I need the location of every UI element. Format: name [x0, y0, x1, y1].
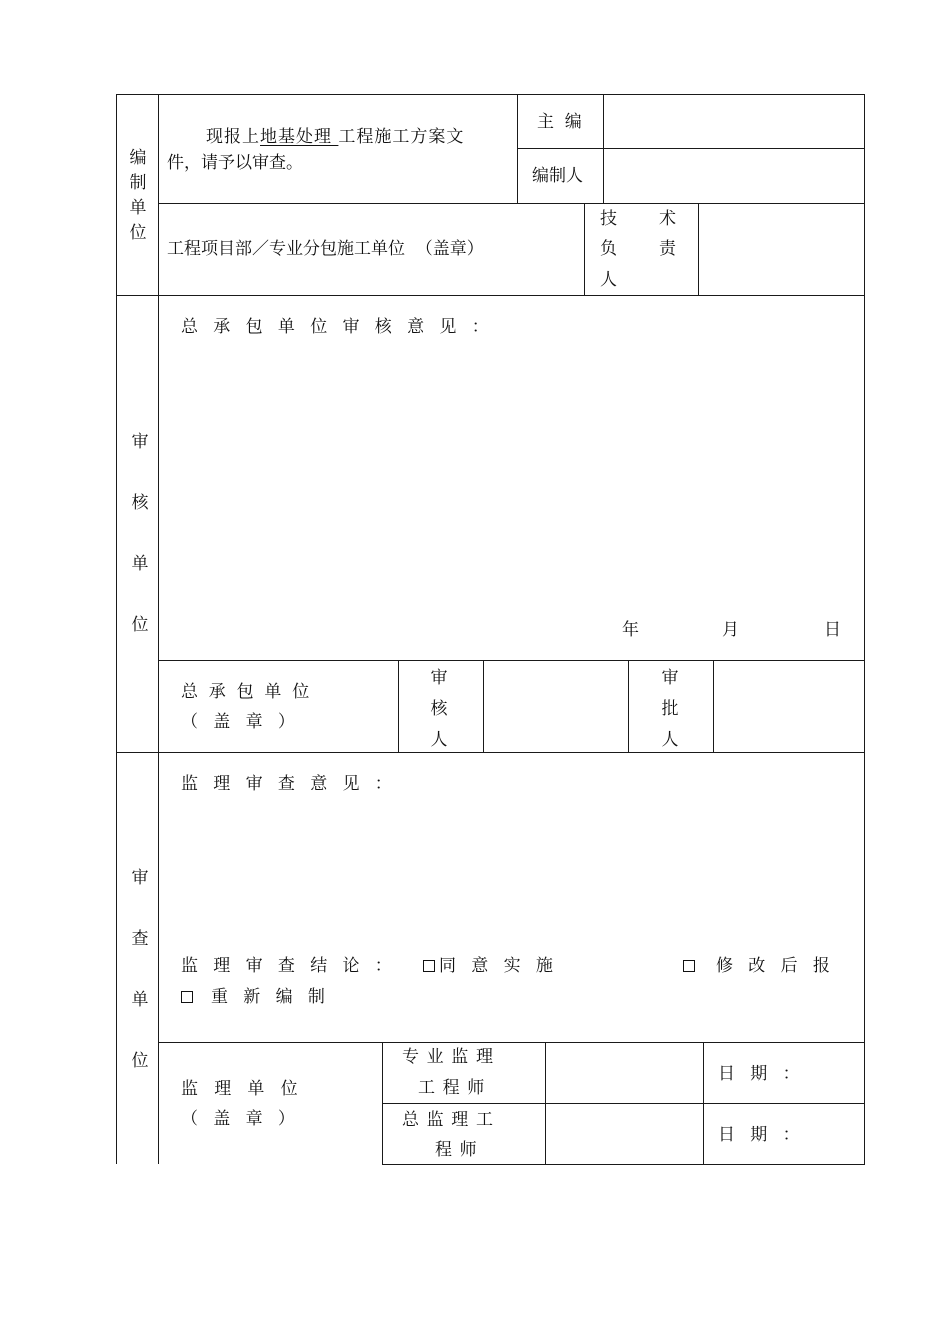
approver-char: 人: [661, 730, 679, 750]
table-border: [382, 1164, 865, 1165]
table-border: [116, 94, 865, 95]
approver-char: 审: [661, 668, 679, 688]
option-redo[interactable]: [181, 989, 340, 1006]
checkbox-icon[interactable]: [181, 991, 193, 1003]
reviewer-char: 人: [430, 730, 448, 750]
stamp-note: （盖章）: [181, 1109, 311, 1129]
report-suffix: 工程施工方案文: [338, 127, 465, 147]
option-agree-label: 同意实施: [439, 956, 569, 976]
tech-lead-char: 人: [600, 270, 617, 290]
table-border: [116, 94, 117, 1164]
date-label: 日期：: [718, 1125, 815, 1145]
table-border: [116, 295, 865, 296]
date-year: 年: [622, 620, 639, 640]
table-border: [517, 148, 865, 149]
reviewer-field[interactable]: [485, 662, 627, 751]
table-border: [628, 660, 629, 752]
table-border: [158, 1042, 865, 1043]
table-border: [713, 660, 714, 752]
compiling-unit-side-label: [127, 146, 149, 246]
stamp-note: （盖章）: [181, 712, 311, 732]
side-label-char: 单: [131, 990, 149, 1010]
compiler-field[interactable]: [605, 150, 863, 202]
side-label-char: 查: [131, 929, 149, 949]
approver-label: [659, 663, 681, 756]
table-border: [864, 94, 865, 1165]
side-label-char: 审: [131, 432, 149, 452]
tech-lead-field[interactable]: [700, 205, 863, 294]
side-label-char: 编: [129, 148, 147, 168]
checkbox-icon[interactable]: [683, 960, 695, 972]
option-agree[interactable]: [423, 958, 568, 975]
report-statement-line1: [206, 129, 464, 146]
option-revise[interactable]: [683, 956, 846, 976]
supervision-opinion-field[interactable]: [160, 800, 863, 945]
table-border: [158, 660, 865, 661]
table-border: [158, 203, 865, 204]
chief-engineer-label-line2: 程师: [435, 1140, 485, 1160]
tech-lead-char: 责: [659, 239, 676, 259]
specialist-engineer-field[interactable]: [547, 1044, 702, 1102]
specialist-engineer-label-line1: 专业监理: [402, 1047, 501, 1067]
chief-engineer-field[interactable]: [547, 1105, 702, 1163]
chief-editor-label: 主 编: [537, 112, 582, 132]
report-statement-line2: 件，请予以审查。: [167, 153, 303, 173]
report-project-name[interactable]: 地基处理: [260, 127, 332, 147]
table-border: [483, 660, 484, 752]
table-border: [398, 660, 399, 752]
side-label-char: 审: [131, 868, 149, 888]
tech-lead-char: 技: [600, 209, 617, 229]
general-contractor-opinion-field[interactable]: [160, 345, 863, 610]
date-day: 日: [824, 620, 841, 640]
date-month: 月: [722, 620, 739, 640]
table-border: [382, 1103, 865, 1104]
approver-char: 批: [661, 699, 679, 719]
reviewer-char: 核: [430, 699, 448, 719]
general-contractor-opinion-label: 总承包单位审核意见：: [181, 317, 504, 337]
approver-field[interactable]: [715, 662, 863, 751]
side-label-char: 单: [131, 554, 149, 574]
side-label-char: 制: [129, 173, 147, 193]
compiler-label: 编制人: [532, 166, 583, 186]
table-border: [584, 203, 585, 295]
table-border: [158, 94, 159, 1164]
date-label: 日期：: [718, 1064, 815, 1084]
side-label-char: 位: [129, 223, 147, 243]
chief-editor-field[interactable]: [605, 96, 863, 147]
side-label-char: 位: [131, 1051, 149, 1071]
project-dept-unit-label: 工程项目部／专业分包施工单位 （盖章）: [167, 239, 484, 259]
option-revise-label: 修改后报: [716, 956, 846, 976]
checkbox-icon[interactable]: [423, 960, 435, 972]
side-label-char: 核: [131, 493, 149, 513]
supervision-stamp-label: 监 理 单 位: [181, 1079, 298, 1099]
table-border: [116, 752, 865, 753]
supervision-conclusion-label: 监理审查结论：: [181, 956, 408, 976]
table-border: [698, 203, 699, 295]
reviewer-char: 审: [430, 668, 448, 688]
chief-engineer-label-line1: 总监理工: [402, 1110, 501, 1130]
side-label-char: 位: [131, 615, 149, 635]
reviewer-label: [428, 663, 450, 756]
supervision-opinion-label: 监理审查意见：: [181, 774, 408, 794]
tech-lead-char: 负: [600, 239, 617, 259]
inspection-unit-side-label: [129, 848, 151, 1092]
specialist-engineer-label-line2: 工程师: [418, 1078, 492, 1098]
report-prefix: 现报上: [206, 127, 260, 147]
tech-lead-char: 术: [659, 209, 676, 229]
review-unit-side-label: [129, 412, 151, 656]
side-label-char: 单: [129, 198, 147, 218]
general-contractor-stamp-label: 总 承 包 单 位: [181, 682, 310, 702]
option-redo-label: 重新编制: [211, 987, 341, 1007]
